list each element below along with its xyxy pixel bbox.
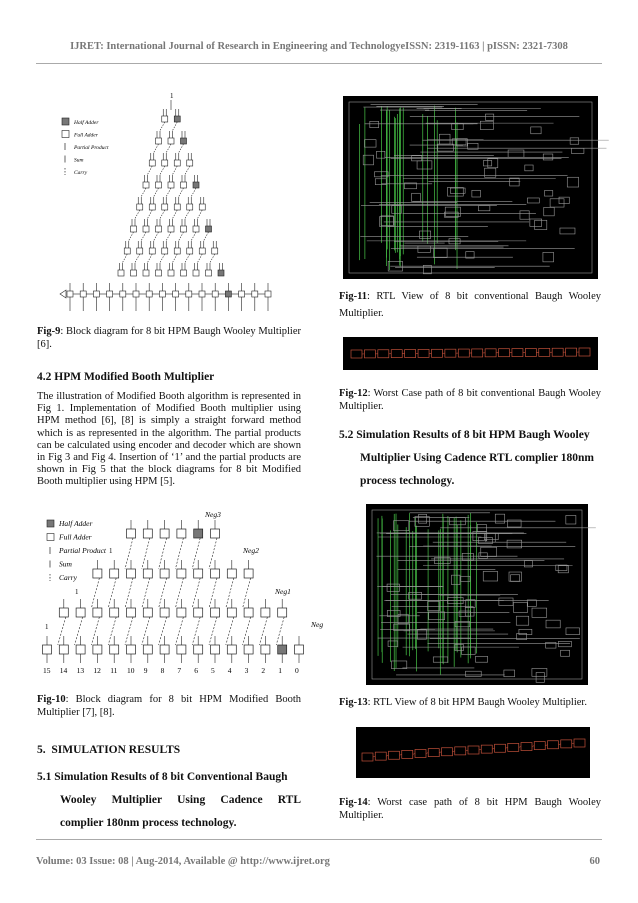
final-adder-cell: [212, 291, 218, 297]
fig12-caption-text: : Worst Case path of 8 bit conventional Baugh Wooley Multiplier.: [339, 388, 601, 412]
adder-cell: [174, 248, 180, 254]
bit-label: 14: [59, 666, 68, 675]
rtl-cell: [527, 600, 536, 606]
rtl-cell: [531, 127, 541, 134]
adder-cell: [137, 248, 143, 254]
booth-adder-cell: [93, 608, 102, 617]
half-adder-legend: Half Adder: [59, 519, 93, 528]
section-4-2-body: The illustration of Modified Booth algorithm is represented in Fig 1. Implementation of Modified Booth multiplier using HPM method [6], [8] is simply a straight forward method which is as represented in the algorithm. The partial products can be calculated using encoder and decoder which are shown in Fig 3 and Fig 4. Insertion of ‘1’ and the partial products are shown in Fig 5 that the block diagrams for 8 bit Modified Booth multiplier using HPM [5].: [37, 391, 301, 488]
booth-adder-cell: [76, 608, 85, 617]
rtl-cell: [429, 612, 445, 620]
bit-label: 6: [194, 666, 198, 675]
fig10-caption-label: Fig-10: [37, 694, 66, 705]
booth-adder-cell: [177, 529, 186, 538]
path-cell: [561, 740, 572, 748]
booth-adder-cell: [211, 608, 220, 617]
bit-label: 7: [177, 666, 182, 675]
booth-adder-cell: [160, 529, 169, 538]
adder-cell: [193, 226, 199, 232]
booth-adder-cell: [244, 608, 253, 617]
section-5-1-heading-line3: complier 180nm process technology.: [60, 817, 237, 829]
booth-adder-cell: [160, 608, 169, 617]
adder-cell: [131, 226, 137, 232]
rtl-cell: [466, 671, 482, 676]
adder-cell: [143, 270, 149, 276]
booth-adder-cell: [194, 529, 203, 538]
rtl-cell: [508, 150, 524, 157]
rtl-cell: [566, 515, 576, 524]
booth-adder-cell: [93, 645, 102, 654]
fig11-rtl-schematic: [349, 102, 609, 274]
rtl-cell: [417, 161, 432, 169]
fig13-caption: [339, 697, 601, 710]
bit-label: 13: [76, 666, 85, 675]
booth-adder-cell: [93, 569, 102, 578]
bit-label: 9: [143, 666, 148, 675]
adder-cell: [206, 226, 212, 232]
rtl-cell: [488, 158, 498, 167]
final-adder-cell: [199, 291, 205, 297]
footer-volume: Volume: 03 Issue: 08 | Aug-2014, Available @ http://www.ijret.org: [36, 856, 330, 867]
booth-adder-cell: [261, 608, 270, 617]
rtl-cell: [452, 123, 463, 129]
booth-adder-cell: [127, 529, 136, 538]
path-cell: [351, 350, 362, 358]
rtl-cell: [412, 155, 422, 161]
final-adder-cell: [93, 291, 99, 297]
section-5-2-heading-line2: Multiplier Using Cadence RTL complier 180nm: [360, 452, 594, 464]
bit-label: 10: [127, 666, 135, 675]
rtl-cell: [513, 602, 527, 612]
full-adder-legend: Full Adder: [59, 532, 92, 542]
fig13-rtl-schematic: [372, 510, 596, 682]
rtl-cell: [483, 571, 497, 581]
path-cell: [402, 750, 413, 758]
adder-cell: [199, 204, 205, 210]
adder-cell: [162, 160, 168, 166]
adder-cell: [187, 160, 193, 166]
booth-adder-cell: [278, 645, 287, 654]
fig14-path-cells: [362, 739, 585, 761]
adder-cell: [156, 138, 162, 144]
rtl-cell: [478, 206, 490, 211]
path-cell: [442, 748, 453, 756]
booth-adder-cell: [244, 645, 253, 654]
adder-cell: [181, 270, 187, 276]
booth-adder-cell: [227, 569, 236, 578]
booth-adder-cell: [261, 645, 270, 654]
rtl-cell: [566, 628, 580, 635]
rtl-cell: [433, 248, 447, 257]
path-cell: [566, 348, 577, 356]
full-adder-legend: Full Adder: [74, 132, 98, 139]
page-number: 60: [589, 856, 600, 867]
path-cell: [548, 741, 559, 749]
final-adder-cell: [265, 291, 271, 297]
path-cell: [521, 743, 532, 751]
bit-label: 3: [244, 666, 249, 675]
fig10-caption-text: : Block diagram for 8 bit HPM Modified Booth Multiplier [7], [8].: [37, 694, 301, 718]
booth-adder-cell: [295, 645, 304, 654]
section-5-2-heading-line3: process technology.: [360, 475, 455, 487]
rtl-cell: [472, 190, 481, 197]
final-adder-cell: [80, 291, 86, 297]
rtl-cell: [520, 211, 529, 219]
booth-adder-cell: [110, 608, 119, 617]
path-cell: [455, 747, 466, 755]
fig14-caption-text: : Worst case path of 8 bit HPM Baugh Wooley Multiplier.: [339, 797, 601, 821]
rtl-cell: [560, 228, 575, 234]
booth-adder-cell: [211, 645, 220, 654]
rtl-cell: [450, 188, 465, 193]
path-cell: [481, 745, 492, 753]
adder-cell: [199, 248, 205, 254]
section-5-1-heading-line2: Wooley Multiplier Using Cadence RTL: [60, 794, 301, 806]
rtl-cell: [567, 177, 578, 187]
rtl-cell: [527, 198, 539, 203]
booth-adder-cell: [227, 645, 236, 654]
rtl-cell: [543, 252, 554, 261]
final-adder-cell: [159, 291, 165, 297]
adder-cell: [124, 248, 130, 254]
path-cell: [495, 744, 506, 752]
path-cell: [375, 752, 386, 760]
booth-adder-cell: [127, 645, 136, 654]
bit-label: 5: [211, 666, 215, 675]
header-rule: [36, 63, 602, 64]
half-adder-legend: Half Adder: [74, 120, 99, 126]
rtl-cell: [571, 148, 584, 153]
rtl-cell: [376, 151, 384, 158]
fig10-one-a: 1: [109, 547, 113, 555]
fig11-rtl-view: [343, 96, 598, 279]
section-4-2-heading: 4.2 HPM Modified Booth Multiplier: [37, 371, 215, 383]
fig10-neg1-label: Neg1: [275, 587, 291, 596]
adder-cell: [174, 160, 180, 166]
fig12-path-cells: [351, 348, 590, 358]
path-cell: [539, 348, 550, 356]
fig12-caption-label: Fig-12: [339, 388, 368, 399]
fig14-caption: [339, 797, 601, 822]
adder-cell: [168, 182, 174, 188]
fig13-caption-text: : RTL View of 8 bit HPM Baugh Wooley Multiplier.: [367, 697, 587, 708]
fig13-caption-label: Fig-13: [339, 697, 368, 708]
adder-cell: [137, 204, 143, 210]
booth-adder-cell: [227, 608, 236, 617]
sum-legend: Sum: [59, 559, 72, 569]
rtl-cell: [423, 265, 431, 273]
footer-rule: [36, 839, 602, 840]
booth-adder-cell: [143, 529, 152, 538]
adder-cell: [174, 116, 180, 122]
bit-label: 12: [93, 666, 101, 675]
fig10-diagram: [37, 505, 324, 683]
fig10-neg2-label: Neg2: [243, 546, 259, 555]
adder-cell: [174, 204, 180, 210]
booth-adder-cell: [177, 645, 186, 654]
partial-product-legend: Partial Product: [74, 145, 109, 151]
path-cell: [415, 750, 426, 758]
rtl-cell: [558, 641, 571, 646]
fig10-bit-labels: [43, 666, 299, 675]
adder-cell: [143, 226, 149, 232]
booth-adder-cell: [177, 608, 186, 617]
rtl-cell: [485, 114, 493, 120]
final-adder-cell: [252, 291, 258, 297]
rtl-cell: [485, 168, 496, 177]
journal-header: IJRET: International Journal of Research in Engineering and TechnologyeISSN: 2319-1163 | pISSN: 2321-7308: [70, 41, 568, 52]
fig10-neg3-label: Neg3: [205, 510, 221, 519]
adder-cell: [149, 160, 155, 166]
rtl-cell: [516, 616, 528, 625]
rtl-cell: [419, 231, 430, 238]
final-adder-cell: [225, 291, 231, 297]
path-cell: [552, 348, 563, 356]
booth-adder-cell: [194, 569, 203, 578]
rtl-cell: [364, 140, 376, 147]
final-adder-cell: [146, 291, 152, 297]
adder-cell: [156, 182, 162, 188]
path-cell: [362, 753, 373, 761]
path-cell: [485, 349, 496, 357]
path-cell: [472, 349, 483, 357]
booth-adder-cell: [177, 569, 186, 578]
rtl-cell: [475, 656, 487, 662]
fig13-rtl-view: [366, 504, 588, 685]
adder-cell: [193, 182, 199, 188]
bit-label: 0: [295, 666, 299, 675]
fig10-one-b: 1: [75, 588, 79, 596]
output-arrow: [60, 290, 66, 298]
path-cell: [391, 350, 402, 358]
adder-cell: [162, 204, 168, 210]
booth-adder-cell: [76, 645, 85, 654]
path-cell: [458, 349, 469, 357]
adder-cell: [168, 138, 174, 144]
path-cell: [378, 350, 389, 358]
rtl-cell: [499, 598, 513, 605]
final-adder-cell: [239, 291, 245, 297]
fig10-one-c: 1: [45, 623, 49, 631]
partial-product-legend: Partial Product: [59, 546, 107, 555]
booth-adder-cell: [59, 645, 68, 654]
bit-label: 8: [160, 666, 165, 675]
adder-cell: [181, 138, 187, 144]
adder-cell: [149, 248, 155, 254]
rtl-cell: [550, 199, 564, 207]
path-cell: [468, 746, 479, 754]
adder-cell: [181, 226, 187, 232]
half-adder-swatch: [62, 118, 69, 125]
adder-cell: [206, 270, 212, 276]
booth-adder-cell: [43, 645, 52, 654]
adder-cell: [156, 270, 162, 276]
path-cell: [512, 349, 523, 357]
adder-cell: [168, 226, 174, 232]
rtl-cell: [561, 650, 570, 656]
booth-adder-cell: [59, 608, 68, 617]
path-cell: [364, 350, 375, 358]
fig12-caption: [339, 388, 601, 413]
page-footer: [36, 856, 602, 867]
adder-cell: [131, 270, 137, 276]
final-adder-cell: [133, 291, 139, 297]
sum-legend: Sum: [74, 157, 84, 164]
rtl-cell: [524, 560, 532, 566]
adder-cell: [187, 204, 193, 210]
fig12-worst-path: [343, 337, 598, 370]
fig11-caption: [339, 288, 601, 322]
booth-adder-cell: [110, 645, 119, 654]
final-adder-cell: [173, 291, 179, 297]
adder-cell: [193, 270, 199, 276]
rtl-cell: [391, 661, 406, 669]
section-5-1-heading-line1: 5.1 Simulation Results of 8 bit Conventional Baugh: [37, 771, 288, 783]
adder-cell: [162, 248, 168, 254]
fig9-top-one: 1: [170, 92, 174, 100]
rtl-cell: [412, 193, 421, 201]
final-adder-cell: [67, 291, 73, 297]
booth-adder-cell: [143, 569, 152, 578]
fig9-diagram: [40, 88, 304, 314]
booth-adder-cell: [127, 608, 136, 617]
carry-legend: Carry: [74, 170, 88, 176]
path-cell: [574, 739, 585, 747]
rtl-cell: [370, 121, 379, 127]
bit-label: 15: [43, 666, 51, 675]
fig9-caption: [37, 326, 301, 351]
rtl-cell: [536, 673, 544, 683]
rtl-cell: [504, 670, 515, 677]
rtl-cell: [544, 191, 552, 197]
booth-adder-cell: [244, 569, 253, 578]
final-adder-cell: [120, 291, 126, 297]
rtl-cell: [510, 178, 519, 186]
fig10-neg-label: Neg: [311, 620, 324, 629]
booth-adder-cell: [194, 608, 203, 617]
path-cell: [418, 349, 429, 357]
path-cell: [499, 349, 510, 357]
path-cell: [405, 350, 416, 358]
fig9-caption-label: Fig-9: [37, 326, 61, 337]
rtl-boundary: [349, 102, 592, 273]
adder-cell: [118, 270, 124, 276]
rtl-cell: [511, 575, 520, 582]
path-cell: [431, 349, 442, 357]
booth-adder-cell: [160, 569, 169, 578]
fig11-caption-text: : RTL View of 8 bit conventional Baugh Wooley Multiplier.: [339, 291, 601, 319]
booth-adder-cell: [127, 569, 136, 578]
path-cell: [428, 749, 439, 757]
rtl-cell: [495, 514, 504, 523]
fig10-caption: [37, 694, 301, 719]
carry-legend: Carry: [59, 573, 77, 582]
fig11-caption-label: Fig-11: [339, 291, 367, 302]
rtl-cell: [465, 607, 474, 616]
rtl-cell: [439, 134, 450, 144]
booth-adder-cell: [143, 645, 152, 654]
adder-cell: [181, 182, 187, 188]
rtl-cell: [570, 138, 579, 144]
full-adder-swatch: [62, 131, 69, 138]
fig14-caption-label: Fig-14: [339, 797, 368, 808]
fig14-worst-path: [356, 727, 590, 778]
section-5-heading: 5. SIMULATION RESULTS: [37, 744, 181, 756]
bit-label: 1: [278, 666, 282, 675]
rtl-cell: [532, 608, 547, 617]
rtl-cell: [525, 165, 533, 171]
section-5-2-heading-line1: 5.2 Simulation Results of 8 bit HPM Baugh Wooley: [339, 429, 590, 441]
fig9-caption-text: : Block diagram for 8 bit HPM Baugh Wooley Multiplier [6].: [37, 326, 301, 350]
final-adder-cell: [107, 291, 113, 297]
adder-cell: [218, 270, 224, 276]
adder-cell: [168, 270, 174, 276]
fig9-legend: [62, 118, 109, 176]
rtl-cell: [480, 121, 493, 129]
booth-adder-cell: [211, 569, 220, 578]
adder-cell: [162, 116, 168, 122]
adder-cell: [156, 226, 162, 232]
rtl-cell: [481, 547, 497, 556]
rtl-cell: [546, 620, 560, 628]
booth-adder-cell: [110, 569, 119, 578]
rtl-cell: [535, 220, 547, 229]
fig9-wires: [70, 100, 268, 311]
bit-label: 11: [110, 666, 118, 675]
path-cell: [445, 349, 456, 357]
path-cell: [534, 742, 545, 750]
path-cell: [389, 751, 400, 759]
path-cell: [508, 743, 519, 751]
booth-adder-cell: [194, 645, 203, 654]
path-cell: [525, 348, 536, 356]
booth-adder-cell: [211, 529, 220, 538]
adder-cell: [143, 182, 149, 188]
fig9-adder-array: [60, 116, 271, 298]
rtl-cell: [544, 207, 554, 215]
full-adder-swatch: [47, 534, 54, 541]
booth-adder-cell: [278, 608, 287, 617]
booth-adder-cell: [160, 645, 169, 654]
path-cell: [579, 348, 590, 356]
rtl-cell: [479, 553, 487, 559]
adder-cell: [187, 248, 193, 254]
final-adder-cell: [186, 291, 192, 297]
bit-label: 4: [227, 666, 232, 675]
half-adder-swatch: [47, 520, 54, 527]
rtl-cell: [419, 514, 427, 523]
bit-label: 2: [261, 666, 266, 675]
booth-adder-cell: [143, 608, 152, 617]
adder-cell: [149, 204, 155, 210]
adder-cell: [212, 248, 218, 254]
